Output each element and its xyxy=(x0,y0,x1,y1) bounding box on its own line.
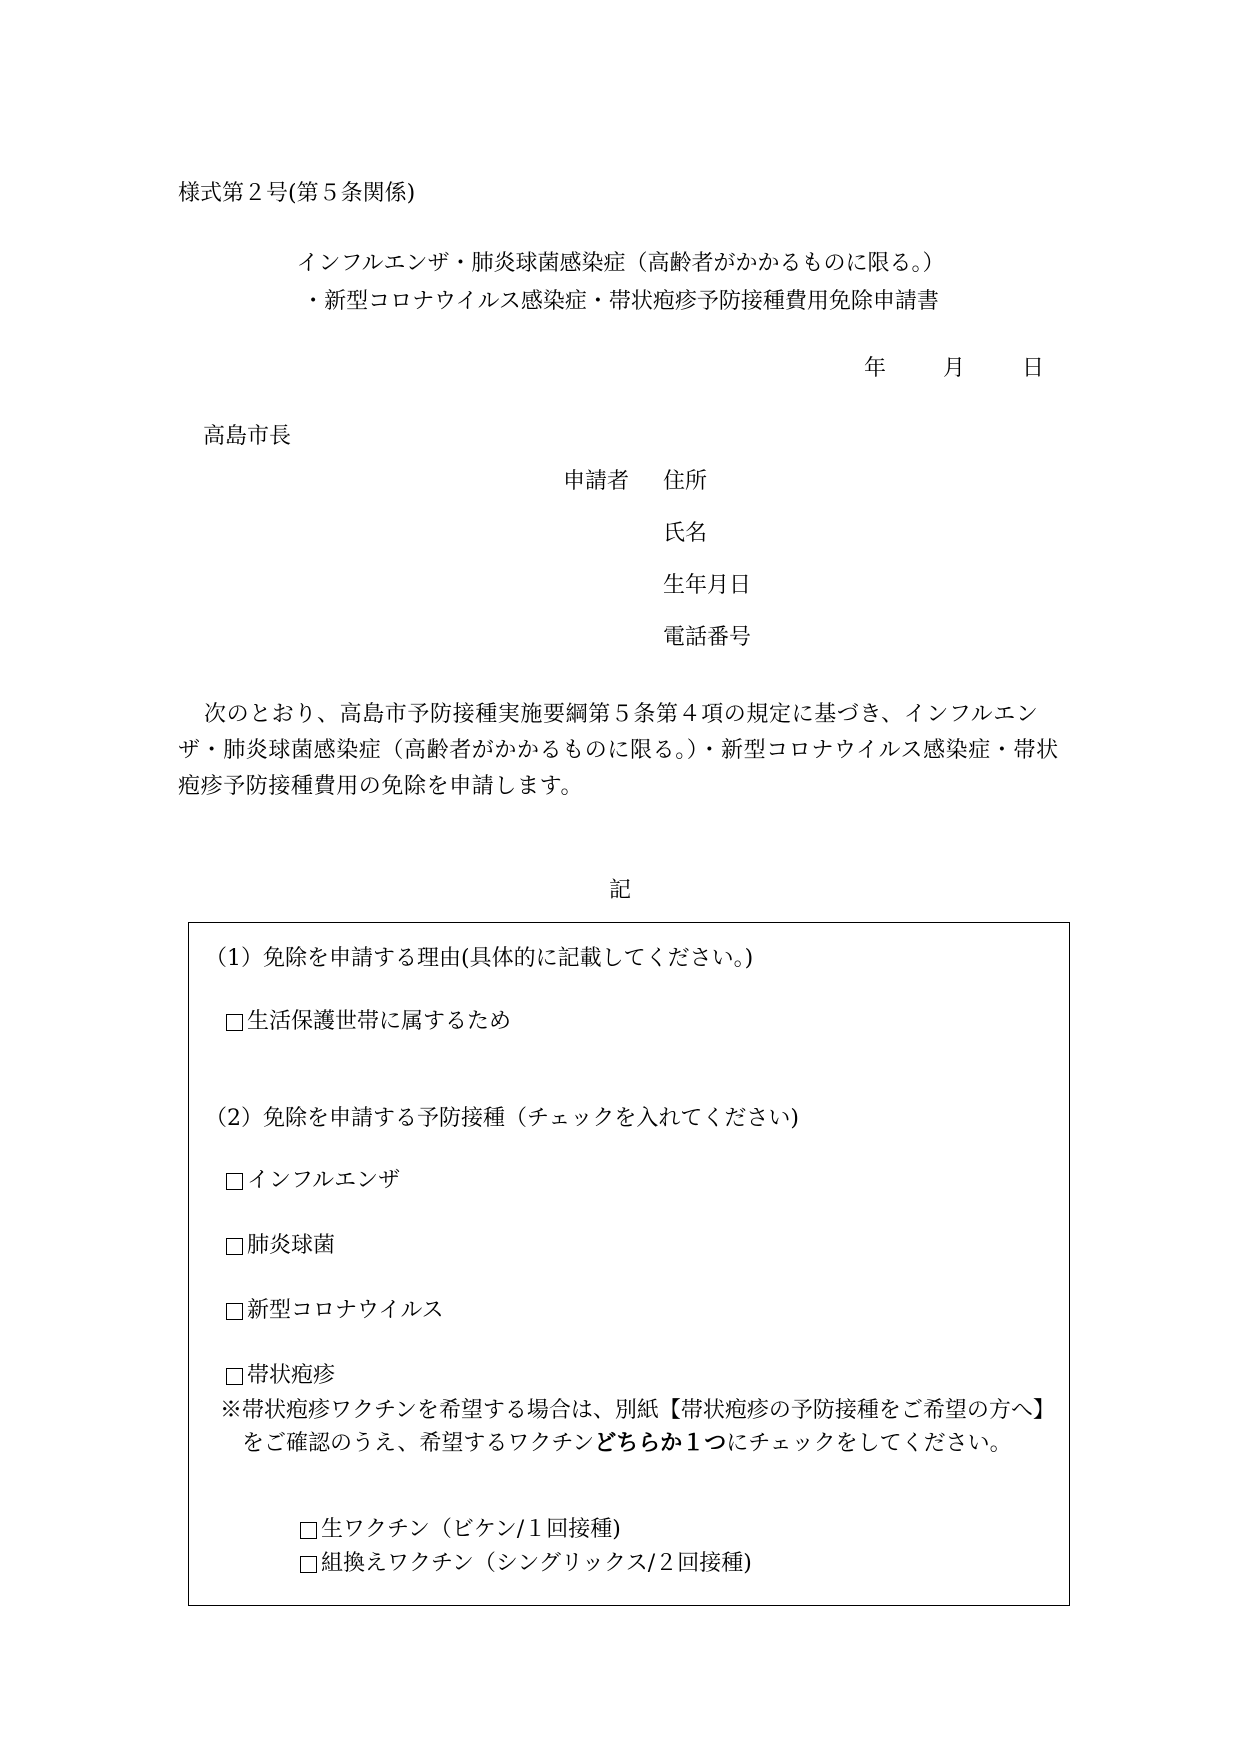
reason-option-welfare[interactable] xyxy=(226,1011,511,1033)
vaccine-type-label: 組換えワクチン（シングリックス/２回接種) xyxy=(321,1551,752,1576)
shingles-note xyxy=(220,1394,1062,1460)
vaccine-option-label: 新型コロナウイルス xyxy=(247,1298,444,1323)
vaccine-option-influenza[interactable] xyxy=(226,1170,400,1192)
vaccine-option-label: 肺炎球菌 xyxy=(247,1233,336,1258)
checkbox-icon[interactable] xyxy=(300,1522,317,1539)
checkbox-icon[interactable] xyxy=(226,1303,243,1320)
date-row xyxy=(864,358,1044,380)
phone-label: 電話番号 xyxy=(663,625,752,650)
shingles-note-text: ※帯状疱疹ワクチンを希望する場合は、別紙【帯状疱疹の予防接種をご希望の方へ】をご確認のうえ、希望するワクチン xyxy=(220,1398,1055,1456)
shingles-note-emphasis: どちらか１つ xyxy=(594,1431,727,1456)
address-label: 住所 xyxy=(663,469,708,494)
reason-option-label: 生活保護世帯に属するため xyxy=(247,1009,512,1034)
shingles-recombinant-vaccine-option[interactable] xyxy=(300,1553,752,1575)
vaccine-type-label: 生ワクチン（ビケン/１回接種) xyxy=(321,1517,621,1542)
birthdate-label: 生年月日 xyxy=(663,573,752,598)
vaccine-option-shingles[interactable] xyxy=(226,1365,335,1387)
applicant-label: 申請者 xyxy=(563,469,630,494)
vaccine-option-label: 帯状疱疹 xyxy=(247,1363,336,1388)
shingles-live-vaccine-option[interactable] xyxy=(300,1519,621,1541)
date-month-label: 月 xyxy=(943,356,966,381)
checkbox-icon[interactable] xyxy=(226,1014,243,1031)
checkbox-icon[interactable] xyxy=(300,1556,317,1573)
checkbox-icon[interactable] xyxy=(226,1238,243,1255)
date-day-label: 日 xyxy=(1022,356,1045,381)
section2-heading: （2）免除を申請する予防接種（チェックを入れてください) xyxy=(205,1106,799,1131)
name-label: 氏名 xyxy=(663,521,708,546)
addressee: 高島市長 xyxy=(203,424,292,449)
date-year-label: 年 xyxy=(864,356,887,381)
vaccine-option-label: インフルエンザ xyxy=(247,1168,401,1193)
vaccine-option-covid[interactable] xyxy=(226,1300,444,1322)
vaccine-option-pneumococcal[interactable] xyxy=(226,1235,335,1257)
title-line-2: ・新型コロナウイルス感染症・帯状疱疹予防接種費用免除申請書 xyxy=(302,289,939,314)
form-number: 様式第２号(第５条関係) xyxy=(178,181,416,206)
title-line-1: インフルエンザ・肺炎球菌感染症（高齢者がかかるものに限る。） xyxy=(296,251,945,276)
body-paragraph: 次のとおり、高島市予防接種実施要綱第５条第４項の規定に基づき、インフルエンザ・肺炎球菌感染症（高齢者がかかるものに限る。）・新型コロナウイルス感染症・帯状疱疹予防接種費用の免除を申請します。 xyxy=(178,702,1059,799)
ki-heading: 記 xyxy=(609,878,632,903)
shingles-note-suffix: にチェックをしてください。 xyxy=(726,1431,1012,1456)
section1-heading: （1）免除を申請する理由(具体的に記載してください。) xyxy=(205,946,754,971)
checkbox-icon[interactable] xyxy=(226,1368,243,1385)
checkbox-icon[interactable] xyxy=(226,1173,243,1190)
